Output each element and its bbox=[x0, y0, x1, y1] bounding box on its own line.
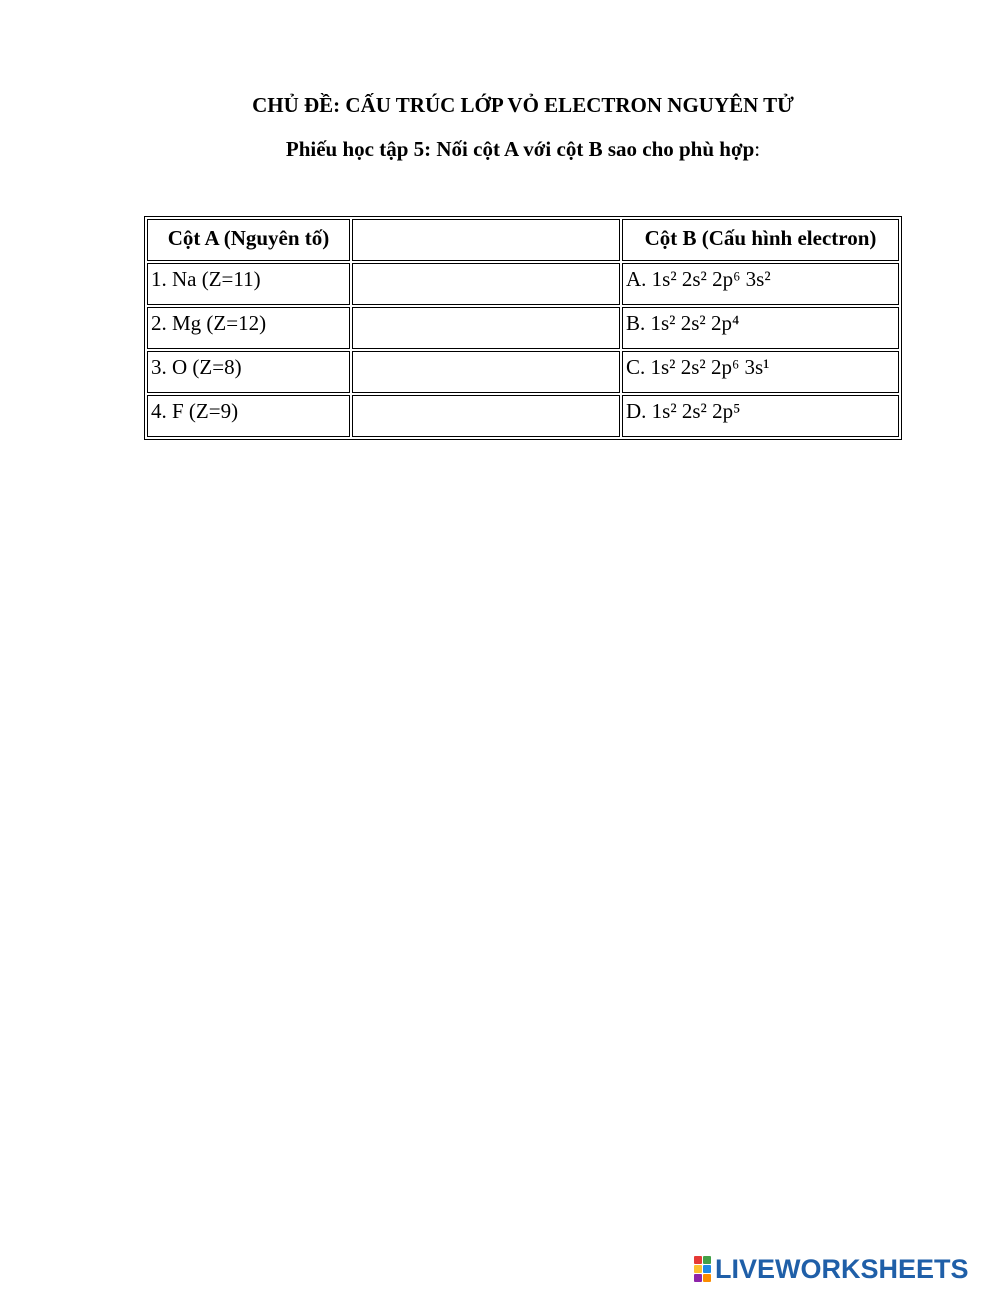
matching-table bbox=[144, 216, 902, 440]
configuration-cell: C. 1s² 2s² 2p⁶ 3s¹ bbox=[622, 351, 899, 393]
configuration-cell: A. 1s² 2s² 2p⁶ 3s² bbox=[622, 263, 899, 305]
element-cell: 4. F (Z=9) bbox=[147, 395, 350, 437]
answer-cell[interactable] bbox=[352, 395, 620, 437]
element-cell: 3. O (Z=8) bbox=[147, 351, 350, 393]
logo-block bbox=[694, 1265, 702, 1273]
logo-block bbox=[703, 1256, 711, 1264]
logo-block bbox=[694, 1274, 702, 1282]
element-cell: 1. Na (Z=11) bbox=[147, 263, 350, 305]
header-column-b: Cột B (Cấu hình electron) bbox=[622, 219, 899, 261]
header-answer-column bbox=[352, 219, 620, 261]
element-cell: 2. Mg (Z=12) bbox=[147, 307, 350, 349]
answer-cell[interactable] bbox=[352, 351, 620, 393]
logo-block bbox=[703, 1274, 711, 1282]
logo-block bbox=[694, 1256, 702, 1264]
answer-cell[interactable] bbox=[352, 263, 620, 305]
subtitle-instruction: Phiếu học tập 5: Nối cột A với cột B sao cho phù hợp bbox=[285, 137, 755, 161]
subtitle-colon: : bbox=[754, 137, 761, 161]
table-row bbox=[147, 307, 899, 349]
table-row bbox=[147, 351, 899, 393]
table-header-row bbox=[147, 219, 899, 261]
table-row bbox=[147, 263, 899, 305]
worksheet-subtitle bbox=[0, 137, 1000, 162]
worksheet-title: CHỦ ĐỀ: CẤU TRÚC LỚP VỎ ELECTRON NGUYÊN TỬ bbox=[252, 93, 794, 117]
logo-mark-icon bbox=[694, 1256, 712, 1282]
answer-cell[interactable] bbox=[352, 307, 620, 349]
table-row bbox=[147, 395, 899, 437]
logo-block bbox=[703, 1265, 711, 1273]
configuration-cell: D. 1s² 2s² 2p⁵ bbox=[622, 395, 899, 437]
header-column-a: Cột A (Nguyên tố) bbox=[147, 219, 350, 261]
liveworksheets-logo bbox=[694, 1254, 969, 1284]
logo-wordmark: LIVEWORKSHEETS bbox=[715, 1254, 969, 1284]
configuration-cell: B. 1s² 2s² 2p⁴ bbox=[622, 307, 899, 349]
